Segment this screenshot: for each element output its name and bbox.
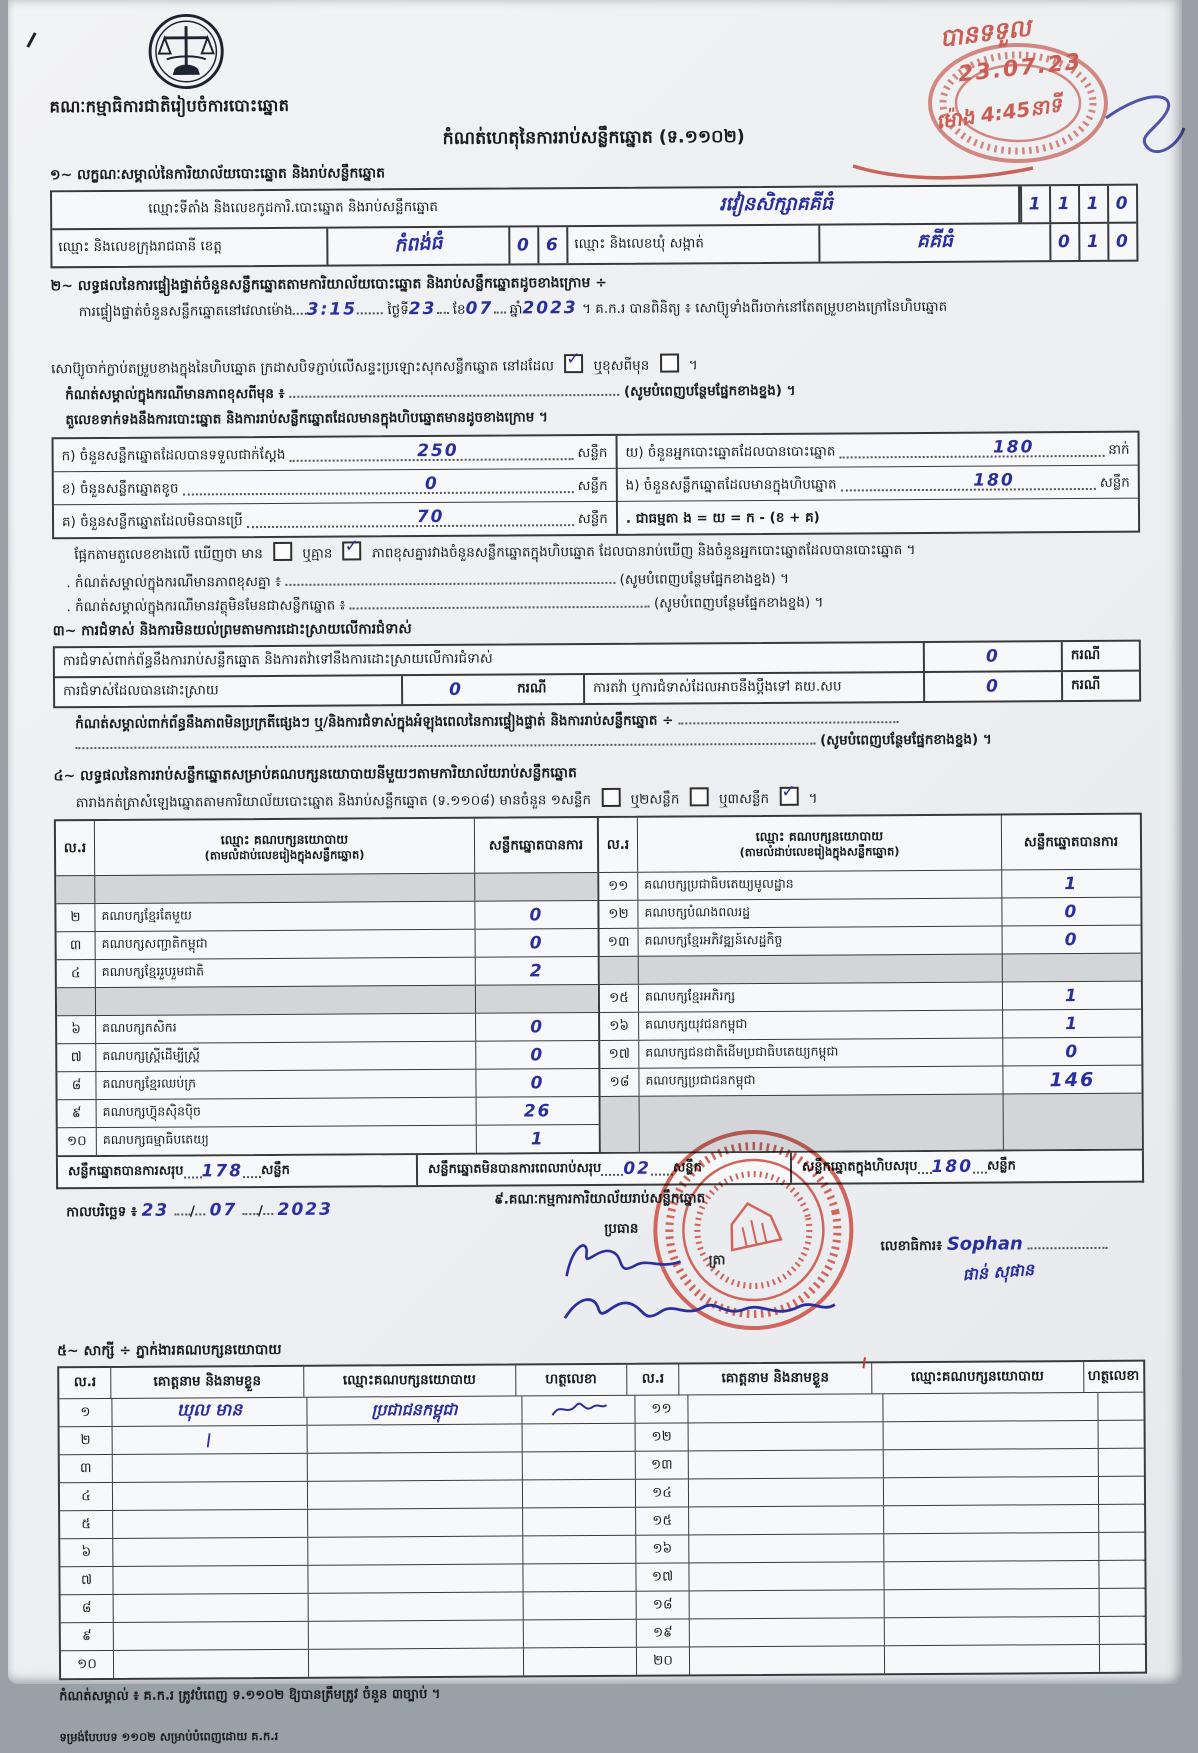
count-row-voters: [617, 433, 1137, 468]
count-value-handwritten: 180: [973, 470, 1015, 491]
remark-label: . កំណត់សម្គាល់ក្នុងករណីមានវត្ថុមិនមែនជាសន្លឹកឆ្នោត ៖: [66, 597, 346, 616]
count-unit: សន្លឹក: [577, 445, 608, 462]
section1-table: [50, 184, 1138, 269]
section3-heading: ៣~ ការជំទាស់ និងការមិនយល់ព្រមតាមការដោះស្រាយលើការជំទាស់: [52, 621, 412, 640]
day-value: 23: [408, 298, 437, 320]
valid-total-label: សន្លឹកឆ្នោតបានការសរុប: [67, 1163, 184, 1179]
section4-heading: ៤~ លទ្ធផលនៃការរាប់សន្លឹកឆ្នោតសម្រាប់គណបក្សនយោបាយនីមួយៗតាមការិយាល័យរាប់សន្លឹកឆ្នោត: [53, 765, 577, 785]
count-label: គ) ចំនួនសន្លឹកឆ្នោតដែលមិនបានប្រើ: [61, 513, 243, 531]
row-no: ៤: [60, 1483, 113, 1510]
row-no: ១៨: [637, 1591, 690, 1618]
row-no: ១៩: [637, 1619, 690, 1646]
appeal-count-handwritten: 0: [986, 676, 1001, 697]
month-value: 07: [465, 298, 494, 319]
party-votes-handwritten: 1: [1064, 873, 1079, 894]
party-row: [57, 928, 598, 959]
party-row-shaded: [57, 984, 598, 1015]
party-name: គណបក្សធម្មាធិបតេយ្យ: [97, 1126, 477, 1155]
party-votes-handwritten: 0: [530, 1072, 545, 1093]
party-row: [600, 925, 1141, 956]
province-label: ឈ្មោះ និងលេខក្រុងរាជធានី ខេត្ត: [52, 229, 328, 267]
count-row-formula: [618, 498, 1138, 534]
station-code-digit: 1: [1028, 194, 1043, 215]
count-label: ក) ចំនួនសន្លឹកឆ្នោតដែលបានទទួលជាក់ស្តែង: [61, 447, 286, 465]
witness-table: [57, 1360, 1147, 1681]
remark-label: . កំណត់សម្គាល់ក្នុងករណីមានភាពខុសគ្នា ៖: [66, 573, 282, 592]
valid-total-cell: [58, 1155, 416, 1187]
party-row: [57, 1012, 598, 1043]
commune-code-digit: 0: [1115, 231, 1130, 252]
province-code-digit: 6: [545, 235, 560, 256]
inbox-total-label: សន្លឹកឆ្នោតក្នុងហិបសរុប: [801, 1158, 918, 1175]
count-value-handwritten: 250: [417, 440, 459, 462]
ballot-count-table: [52, 431, 1141, 540]
row-no: ១៦: [636, 1535, 689, 1562]
irregularities-note: កំណត់សម្គាល់ពាក់ព័ន្ធនឹងភាពមិនប្រក្រតីផ្សេងៗ ឬ/និងការជំទាស់ក្នុងអំឡុងពេលនៃការផ្ទៀងផ្ទាត់ និងការរាប់សន្លឹកឆ្នោត ÷: [75, 712, 674, 733]
inbox-total-handwritten: 180: [931, 1156, 974, 1177]
same-as-before-checkbox: [564, 349, 583, 373]
secretary-signature-handwritten: Sophan: [946, 1233, 1023, 1255]
province-commune-row: [52, 222, 1136, 267]
sheet-unit: សន្លឹក: [260, 1162, 290, 1178]
count-unit: សន្លឹក: [1099, 475, 1130, 492]
year-label: ឆ្នាំ: [509, 301, 523, 318]
month-label: ខែ: [452, 301, 466, 318]
witness-name-handwritten: ឃុល មាន: [176, 1400, 243, 1421]
party-row: [57, 956, 598, 987]
party-name: គណបក្សសញ្ជាតិកម្ពុជា: [96, 930, 476, 959]
party-name: គណបក្សស្ត្រីដើម្បីស្ត្រី: [96, 1042, 476, 1071]
count-value-handwritten: 180: [992, 437, 1035, 458]
committee-heading: ៩.គណៈកម្មការការិយាល័យរាប់សន្លឹកឆ្នោត: [494, 1190, 706, 1208]
date-line: កាលបរិច្ឆេទ ៖ 23 / 07 / 2023: [66, 1199, 333, 1221]
col-party-name: ឈ្មោះ គណបក្សនយោបាយ: [220, 831, 349, 848]
party-row-shaded: [600, 953, 1141, 984]
party-row: [600, 1037, 1141, 1068]
col-party-name-sub: (តាមលំដាប់លេខរៀងក្នុងសន្លឹកឆ្នោត): [204, 847, 365, 863]
party-votes-handwritten: 1: [530, 1128, 545, 1149]
party-votes-handwritten: 26: [523, 1100, 552, 1121]
party-votes-handwritten: 0: [1065, 1041, 1080, 1062]
party-row: [600, 1009, 1141, 1040]
col-party: ឈ្មោះគណបក្សនយោបាយ: [872, 1362, 1084, 1393]
party-results-table: [54, 813, 1144, 1158]
party-row: [58, 1124, 599, 1155]
party-name: គណបក្សខ្មែរតែមួយ: [95, 902, 475, 931]
commune-code-digit: 1: [1086, 231, 1101, 252]
ballot-sheets-text: តារាងកត់ត្រាសំឡេងឆ្នោតតាមការិយាល័យបោះឆ្នោត និងរាប់សន្លឹកឆ្នោត (ទ.១១០៨) មានចំនួន: [75, 792, 547, 812]
row-no: ៨: [61, 1595, 114, 1622]
row-no: ១៥: [636, 1507, 689, 1534]
secretary-line: [880, 1231, 1107, 1258]
party-name: គណបក្សបំណងពលរដ្ឋ: [638, 899, 1002, 928]
col-party-name-sub: (តាមលំដាប់លេខរៀងក្នុងសន្លឹកឆ្នោត): [739, 843, 900, 859]
party-no: ១៦: [600, 1013, 639, 1040]
count-row-unused: [54, 501, 616, 537]
col-signature: ហត្ថលេខា: [1087, 1367, 1140, 1385]
commune-label: ឈ្មោះ និងលេខឃុំ សង្កាត់: [568, 226, 820, 264]
party-row: [600, 1065, 1141, 1096]
objection-label: ការជំទាស់ពាក់ព័ន្ធនឹងការរាប់សន្លឹកឆ្នោត និងការតវ៉ាទៅនឹងការដោះស្រាយលើការជំទាស់: [55, 643, 925, 676]
party-votes-handwritten: 1: [1064, 985, 1079, 1006]
no-difference-checkbox: [343, 536, 362, 560]
received-line1: បានទទួល: [938, 13, 1033, 53]
note-suffix: (សូមបំពេញបន្ថែមផ្នែកខាងខ្នង) ។: [623, 382, 796, 400]
remark-suffix: (សូមបំពេញបន្ថែមផ្នែកខាងខ្នង) ។: [653, 594, 824, 612]
col-valid-votes: សន្លឹកឆ្នោតបានការ: [1023, 833, 1119, 850]
party-no: ១១: [599, 873, 638, 900]
chairman-name-scribble: [555, 1276, 845, 1334]
count-label: ង) ចំនួនសន្លឹកឆ្នោតដែលមានក្នុងហិបឆ្នោត: [625, 476, 837, 495]
party-no: ៩: [58, 1100, 97, 1127]
count-unit: សន្លឹក: [577, 511, 608, 528]
formula-text: . ជាធម្មតា ង = យ = ក - (ខ + គ): [625, 510, 820, 528]
note-suffix: (សូមបំពេញបន្ថែមផ្នែកខាងខ្នង) ។: [820, 731, 992, 749]
received-date: 23.07.23: [957, 49, 1084, 88]
valid-total-handwritten: 178: [201, 1161, 244, 1182]
has-difference-checkbox: [273, 542, 292, 561]
section2-line1: [51, 295, 1139, 358]
section3-note: [53, 708, 1141, 763]
party-row: [599, 869, 1140, 900]
party-no: ១៣: [600, 929, 639, 956]
party-name: គណបក្សខ្មែរអភិរក្ស: [639, 983, 1003, 1012]
party-no: ៨: [57, 1072, 96, 1099]
party-name: គណបក្សខ្មែររួបរួមជាតិ: [96, 958, 476, 987]
party-votes-handwritten: 1: [1065, 1013, 1080, 1034]
station-row: [52, 186, 1136, 229]
row-no: ១១: [635, 1395, 688, 1422]
year-value: 2023: [522, 298, 578, 319]
invalid-total-handwritten: 02: [623, 1158, 652, 1179]
row-no: ២: [60, 1427, 113, 1454]
three-sheets-checkbox: [779, 781, 798, 806]
comparison-text-c: ភាពខុសគ្នារវាងចំនួនសន្លឹកឆ្នោតក្នុងហិបឆ្នោត ដែលបានរាប់ឃើញ និងចំនួនអ្នកបោះឆ្នោតដែលបានបោះឆ្នោត ។: [371, 542, 916, 562]
row-no: ១២: [636, 1423, 689, 1450]
verify-time-label: ការផ្ទៀងផ្ទាត់ចំនួនសន្លឹកឆ្នោតនៅវេលាម៉ោង: [78, 302, 293, 321]
party-row: [599, 897, 1140, 928]
objection-count-handwritten: 0: [985, 646, 1000, 667]
form-paper: [8, 0, 1182, 1745]
day-label: ថ្ងៃទី: [387, 302, 409, 319]
col-name: គោត្តនាម និងនាមខ្លួន: [112, 1367, 304, 1398]
row-no: ២០: [637, 1647, 690, 1674]
form-footer-line: ទម្រង់បែបបទ ១១០២ សម្រាប់បំពេញដោយ គ.ក.រ: [59, 1728, 279, 1745]
witness-party-handwritten: ប្រជាជនកម្ពុជា: [371, 1399, 458, 1419]
party-table-header-left: [56, 818, 597, 875]
header-logo-row: [49, 7, 1137, 98]
committee-signature-block: [56, 1183, 1145, 1342]
commune-code-digit: 0: [1057, 232, 1072, 253]
section5-heading: ៥~ សាក្សី ÷ ភ្នាក់ងារគណបក្សនយោបាយ: [57, 1341, 282, 1360]
party-row: [58, 1096, 599, 1127]
station-code-digit: 1: [1057, 194, 1072, 215]
nec-emblem-logo: [147, 12, 225, 90]
party-name: គណបក្សប្រជាជនកម្ពុជា: [639, 1067, 1003, 1096]
party-name: គណបក្សហ៊្វុនស៊ិនប៉ិច: [97, 1098, 477, 1127]
party-votes-handwritten: 0: [529, 932, 544, 953]
province-code-digit: 0: [516, 235, 531, 256]
party-no: ១០: [58, 1128, 97, 1155]
party-row-shaded: [56, 872, 597, 903]
three-sheets-label: ឬ៣សន្លឹក: [718, 790, 770, 808]
form-title: កំណត់ហេតុនៃការរាប់សន្លឹកឆ្នោត (ទ.១១០២): [442, 127, 745, 149]
row-no: ១០: [61, 1651, 114, 1678]
checkmark: ✓: [781, 781, 796, 802]
party-no: ១៥: [600, 985, 639, 1012]
party-no: ១៨: [600, 1069, 639, 1096]
checkmark: ✓: [566, 349, 581, 370]
row-no: ៩: [61, 1623, 114, 1650]
party-name: គណបក្សប្រជាធិបតេយ្យមូលដ្ឋាន: [638, 871, 1002, 900]
verify-time-value: 3:15: [306, 299, 358, 320]
col-signature: ហត្ថលេខា: [516, 1365, 628, 1396]
col-no: ល.រ: [627, 1364, 680, 1394]
sentence-end: ។: [688, 357, 698, 374]
col-no: ល.រ: [56, 821, 95, 875]
party-name: គណបក្សខ្មែរអភិវឌ្ឍន៍សេដ្ឋកិច្ច: [639, 927, 1003, 956]
witness-signature: [548, 1398, 608, 1420]
province-name-handwritten: កំពង់ធំ: [393, 231, 443, 257]
sentence-end: ។: [808, 790, 818, 807]
remark-suffix: (សូមបំពេញបន្ថែមផ្នែកខាងខ្នង) ។: [619, 570, 790, 588]
resolved-label: ការជំទាស់ដែលបានដោះស្រាយ: [55, 676, 403, 706]
two-sheets-label: ឬ២សន្លឹក: [630, 791, 680, 808]
party-name: គណបក្សកសិករ: [96, 1014, 476, 1043]
count-row-spoiled: [54, 468, 616, 504]
row-no: ៥: [60, 1511, 113, 1538]
stamp-label: ត្រា: [708, 1252, 726, 1269]
case-unit: ករណី: [1061, 642, 1139, 670]
party-name: គណបក្សខ្មែរឈប់ក្រ: [96, 1070, 476, 1099]
party-votes-handwritten: 0: [1064, 901, 1079, 922]
party-no: ៤: [57, 960, 96, 987]
party-row: [600, 981, 1141, 1012]
col-party: ឈ្មោះគណបក្សនយោបាយ: [304, 1365, 516, 1396]
secretary-name-handwritten: ផាន់ សុផាន: [961, 1259, 1035, 1285]
party-votes-handwritten: 2: [529, 960, 544, 981]
count-label: ខ) ចំនួនសន្លឹកឆ្នោតខូច: [61, 480, 179, 498]
count-unit: នាក់: [1108, 442, 1130, 459]
case-unit: ករណី: [509, 675, 585, 703]
station-code-digit: 1: [1086, 193, 1101, 214]
party-no: ៦: [57, 1016, 96, 1043]
col-party-name: ឈ្មោះ គណបក្សនយោបាយ: [755, 828, 884, 845]
count-value-handwritten: 0: [424, 473, 439, 495]
note-label: កំណត់សម្គាល់ក្នុងករណីមានភាពខុសពីមុន ៖: [65, 385, 285, 404]
col-valid-votes: សន្លឹកឆ្នោតបានការ: [488, 836, 584, 854]
station-name-handwritten: រវៀនសិក្សាគគីធំ: [719, 192, 833, 216]
party-no: ២: [56, 904, 95, 931]
date-day-handwritten: 23: [141, 1200, 170, 1221]
row-no: ១៤: [636, 1479, 689, 1506]
two-sheets-checkbox: [690, 787, 709, 806]
checkmark: ✓: [344, 536, 359, 557]
resolved-count-handwritten: 0: [449, 679, 464, 700]
case-unit: ករណី: [1061, 672, 1139, 700]
different-checkbox: [660, 353, 679, 372]
col-no: ល.រ: [599, 818, 638, 872]
party-no: ១២: [599, 901, 638, 928]
party-row: [57, 1040, 598, 1071]
station-label: ឈ្មោះទីតាំង និងលេខកូដការិ.បោះឆ្នោត និងរាប់សន្លឹកឆ្នោត: [148, 199, 439, 217]
party-votes-handwritten: 0: [529, 904, 544, 925]
one-sheet-checkbox: [601, 788, 620, 807]
count-value-handwritten: 70: [416, 506, 445, 528]
invalid-total-label: សន្លឹកឆ្នោតមិនបានការពេលរាប់សរុប: [427, 1160, 602, 1177]
no-difference-label: ឬគ្មាន: [302, 545, 333, 562]
row-no: ៧: [60, 1567, 113, 1594]
seal-inside-text: សោប៊្យូចាក់ក្លាប់តម្រួបខាងក្នុងនៃហិបឆ្នោត ក្រដាសបិទភ្ជាប់លើសន្ទះប្រឡោះសុកសន្លឹកឆ្នោត នៅដដែល: [51, 358, 555, 378]
comparison-text-a: ផ្អែកតាមតួលេខខាងលើ ឃើញថា មាន: [74, 546, 263, 564]
party-no: ៣: [57, 932, 96, 959]
party-name: គណបក្សយុវជនកម្ពុជា: [639, 1011, 1003, 1040]
party-votes-handwritten: 0: [1064, 929, 1079, 950]
pen-stroke: [203, 1431, 217, 1449]
secretary-label: លេខាធិការ៖: [880, 1237, 943, 1255]
date-year-handwritten: 2023: [277, 1199, 333, 1220]
party-no: ៧: [57, 1044, 96, 1071]
row-no: ១៣: [636, 1451, 689, 1478]
appeal-label: ការតវ៉ា ឬការជំទាស់ដែលអាចនឹងប្តឹងទៅ គយ.សប: [585, 673, 925, 703]
received-time: ម៉ោង 4:45នាទី: [934, 92, 1064, 134]
section1-heading: ១~ លក្ខណៈសម្គាល់នៃការិយាល័យបោះឆ្នោត និងរាប់សន្លឹកឆ្នោត: [49, 165, 386, 184]
col-name: គោត្តនាម និងនាមខ្លួន: [680, 1363, 872, 1394]
col-no: ល.រ: [59, 1368, 112, 1398]
row-no: ១៧: [636, 1563, 689, 1590]
section2-heading: ២~ លទ្ធផលនៃការផ្ទៀងផ្ទាត់ចំនួនសន្លឹកឆ្នោតតាមការិយាល័យបោះឆ្នោត និងរាប់សន្លឹកឆ្នោតដូចខាងក្រោម ÷: [50, 274, 608, 295]
count-row-received: [54, 436, 616, 471]
date-label: កាលបរិច្ឆេទ ៖: [66, 1203, 137, 1221]
count-row-inbox: [618, 465, 1138, 501]
party-row: [56, 900, 597, 931]
one-sheet-label: ១សន្លឹក: [550, 792, 592, 809]
chairman-label: ប្រធាន: [604, 1220, 639, 1237]
footer-note: កំណត់សម្គាល់ ៖ គ.ក.រ ត្រូវបំពេញ ទ.១១០២ ឱ្យបានត្រឹមត្រូវ ចំនួន ៣ច្បាប់ ។: [59, 1686, 441, 1705]
different-label: ឬខុសពីមុន: [593, 357, 650, 374]
count-unit: សន្លឹក: [577, 478, 608, 495]
section2-intro: តួលេខទាក់ទងនឹងការបោះឆ្នោត និងការរាប់សន្លឹកឆ្នោតដែលមានក្នុងហិបឆ្នោតមានដូចខាងក្រោម ។: [65, 409, 548, 429]
party-no: ១៧: [600, 1041, 639, 1068]
party-votes-handwritten: 0: [530, 1044, 545, 1065]
party-votes-handwritten: 0: [530, 1016, 545, 1037]
party-votes-handwritten: 146: [1049, 1068, 1096, 1091]
party-name: គណបក្សជនជាតិដើមប្រជាធិបតេយ្យកម្ពុជា: [639, 1039, 1003, 1068]
sheet-unit: សន្លឹក: [672, 1159, 702, 1176]
objections-table: [53, 640, 1141, 709]
station-code-digit: 0: [1115, 193, 1130, 214]
row-no: ១: [59, 1399, 112, 1426]
row-no: ៣: [60, 1455, 113, 1482]
count-label: យ) ចំនួនអ្នកបោះឆ្នោតដែលបានបោះឆ្នោត: [625, 443, 836, 462]
seal-outside-text: ។ គ.ក.រ បានពិនិត្យ ៖ សោប៊្យូទាំងពីរចាក់នៅតែតម្រួបខាងក្រៅនៃហិបឆ្នោត: [581, 298, 948, 318]
sheet-unit: សន្លឹក: [986, 1157, 1016, 1174]
date-month-handwritten: 07: [209, 1200, 238, 1221]
party-table-header-right: [599, 815, 1140, 872]
row-no: ៦: [60, 1539, 113, 1566]
org-name: គណៈកម្មាធិការជាតិរៀបចំការបោះឆ្នោត: [49, 95, 290, 117]
party-row: [57, 1068, 598, 1099]
commune-name-handwritten: គគីធំ: [916, 229, 953, 253]
